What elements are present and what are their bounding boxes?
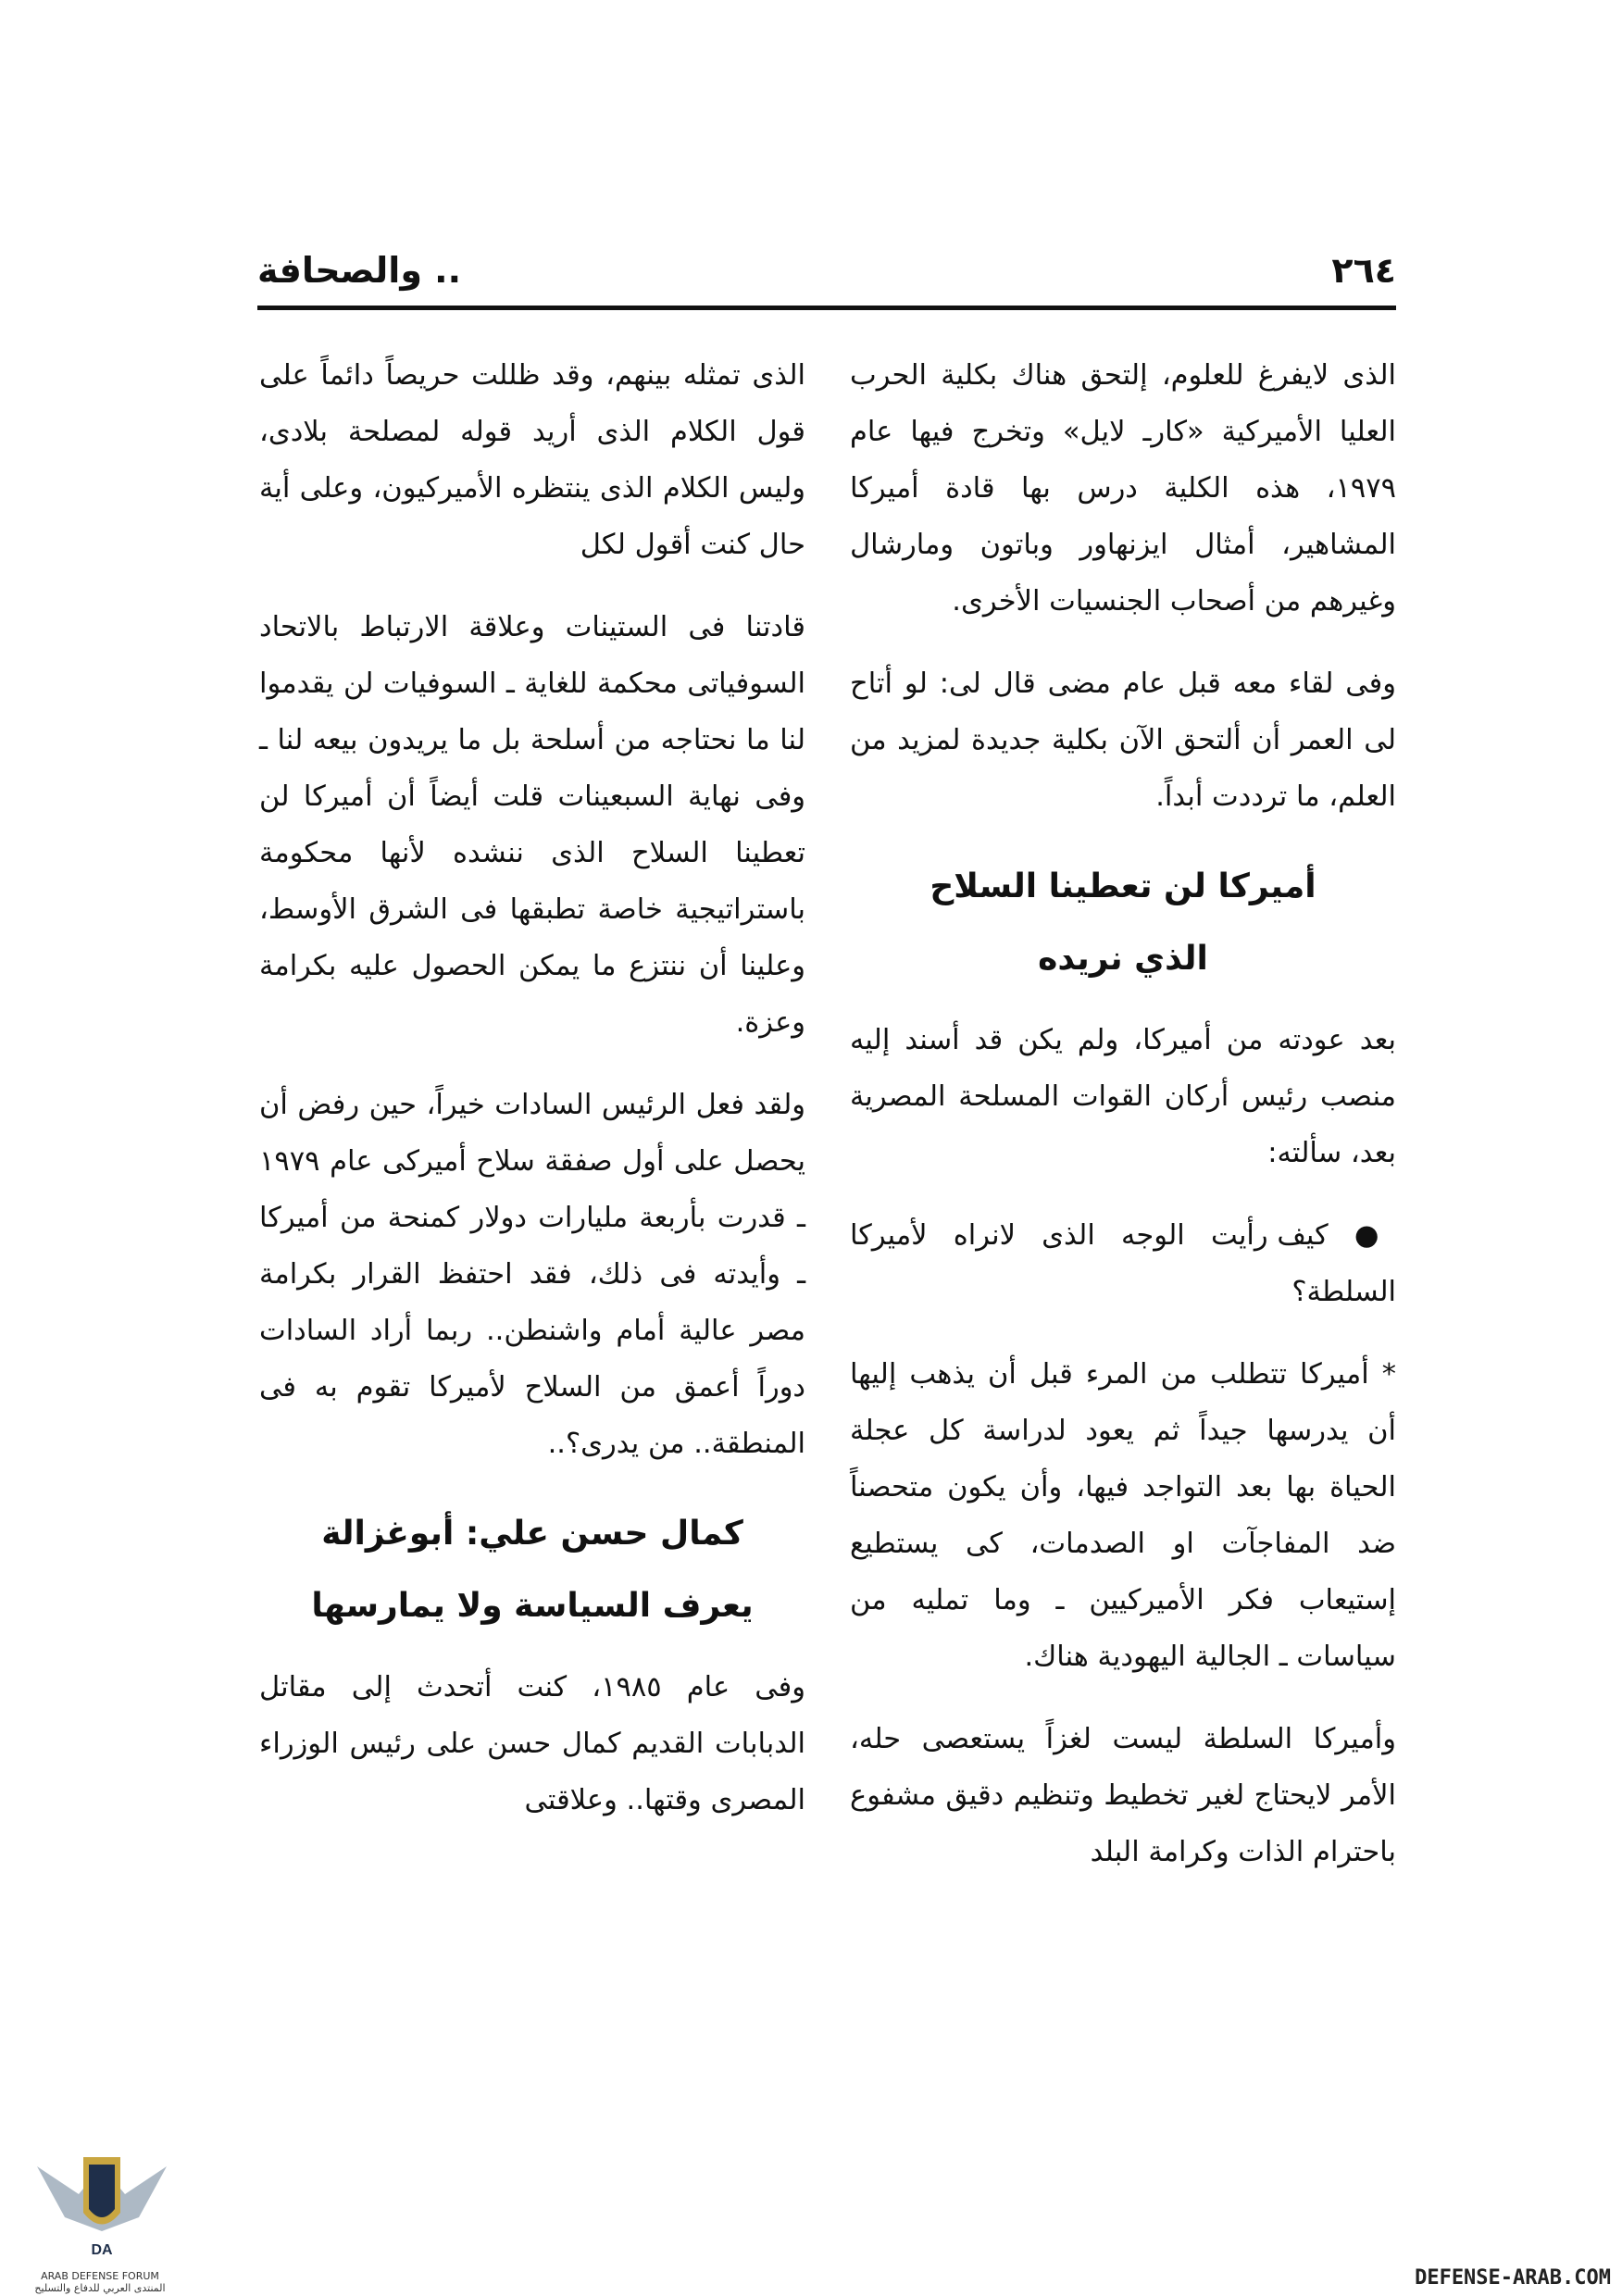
paragraph: قادتنا فى الستينات وعلاقة الارتباط بالاتحاد السوفياتى محكمة للغاية ـ السوفيات لن يقدموا لنا ما نحتاجه من أسلحة بل ما يريدون بيعه لنا ـ وفى نهاية السبعينات قلت أيضاً أن أميركا لن تعطينا السلاح الذى ننشده لأنها محكومة باستراتيجية خاصة تطبقها فى الشرق الأوسط، وعلينا أن ننتزع ما يمكن الحصول عليه بكرامة وعزة.: [259, 611, 805, 1039]
section-heading: [259, 1498, 805, 1642]
logo-arabic: المنتدى العربي للدفاع والتسليح: [34, 2282, 166, 2294]
paragraph: وأميركا السلطة ليست لغزاً يستعصى حله، الأمر لايحتاج لغير تخطيط وتنظيم دقيق مشفوع باحترام الذات وكرامة البلد: [850, 1723, 1396, 1868]
left-column: [259, 347, 805, 1854]
logo-abbr: DA: [91, 2242, 113, 2258]
site-watermark: DEFENSE-ARAB.COM: [1415, 2266, 1611, 2290]
interview-question: ● كيف رأيت الوجه الذى لانراه لأميركا السلطة؟: [850, 1207, 1396, 1320]
section-heading: [850, 851, 1396, 995]
logo-name: ARAB DEFENSE FORUM: [41, 2270, 159, 2282]
running-head: .. والصحافة: [257, 250, 462, 291]
header-rule: [257, 306, 1396, 310]
page-header: [257, 250, 1396, 306]
forum-logo-icon: [28, 2129, 176, 2287]
paragraph: الذى تمثله بينهم، وقد ظللت حريصاً دائماً على قول الكلام الذى أريد قوله لمصلحة بلادى، وليس الكلام الذى ينتظره الأميركيون، وعلى أية حال كنت أقول لكل: [259, 359, 805, 561]
heading-line: الذي نريده: [1038, 940, 1208, 978]
paragraph: ولقد فعل الرئيس السادات خيراً، حين رفض أن يحصل على أول صفقة سلاح أميركى عام ١٩٧٩ ـ قدرت بأربعة مليارات دولار كمنحة من أميركا ـ وأيدته فى ذلك، فقد احتفظ القرار بكرامة مصر عالية أمام واشنطن.. ربما أراد السادات دوراً أعمق من السلاح لأميركا تقوم به فى المنطقة.. من يدرى؟..: [259, 1089, 805, 1460]
heading-line: يعرف السياسة ولا يمارسها: [311, 1587, 754, 1625]
paragraph: وفى عام ١٩٨٥، كنت أتحدث إلى مقاتل الدبابات القديم كمال حسن على رئيس الوزراء المصرى وقتها.. وعلاقتى: [259, 1671, 805, 1816]
paragraph: الذى لايفرغ للعلوم، إلتحق هناك بكلية الحرب العليا الأميركية «كارـ لايل» وتخرج فيها عام ١٩٧٩، هذه الكلية درس بها قادة أميركا المشاهير، أمثال ايزنهاور وباتون ومارشال وغيرهم من أصحاب الجنسيات الأخرى.: [850, 359, 1396, 618]
paragraph: بعد عودته من أميركا، ولم يكن قد أسند إليه منصب رئيس أركان القوات المسلحة المصرية بعد، سألته:: [850, 1024, 1396, 1169]
paragraph: وفى لقاء معه قبل عام مضى قال لى: لو أتاح لى العمر أن ألتحق الآن بكلية جديدة لمزيد من العلم، ما ترددت أبداً.: [850, 668, 1396, 813]
interview-answer: * أميركا تتطلب من المرء قبل أن يذهب إليها أن يدرسها جيداً ثم يعود لدراسة كل عجلة الحياة بها بعد التواجد فيها، وأن يكون متحصناً ضد المفاجآت او الصدمات، كى يستطيع إستيعاب فكر الأميركيين ـ وما تمليه من سياسات ـ الجالية اليهودية هناك.: [850, 1346, 1396, 1685]
heading-line: أميركا لن تعطينا السلاح: [930, 867, 1316, 905]
page-number: ٢٦٤: [1331, 250, 1396, 291]
forum-logo-text: [17, 2270, 183, 2294]
right-column: [850, 347, 1396, 1906]
heading-line: كمال حسن علي: أبوغزالة: [321, 1515, 743, 1553]
